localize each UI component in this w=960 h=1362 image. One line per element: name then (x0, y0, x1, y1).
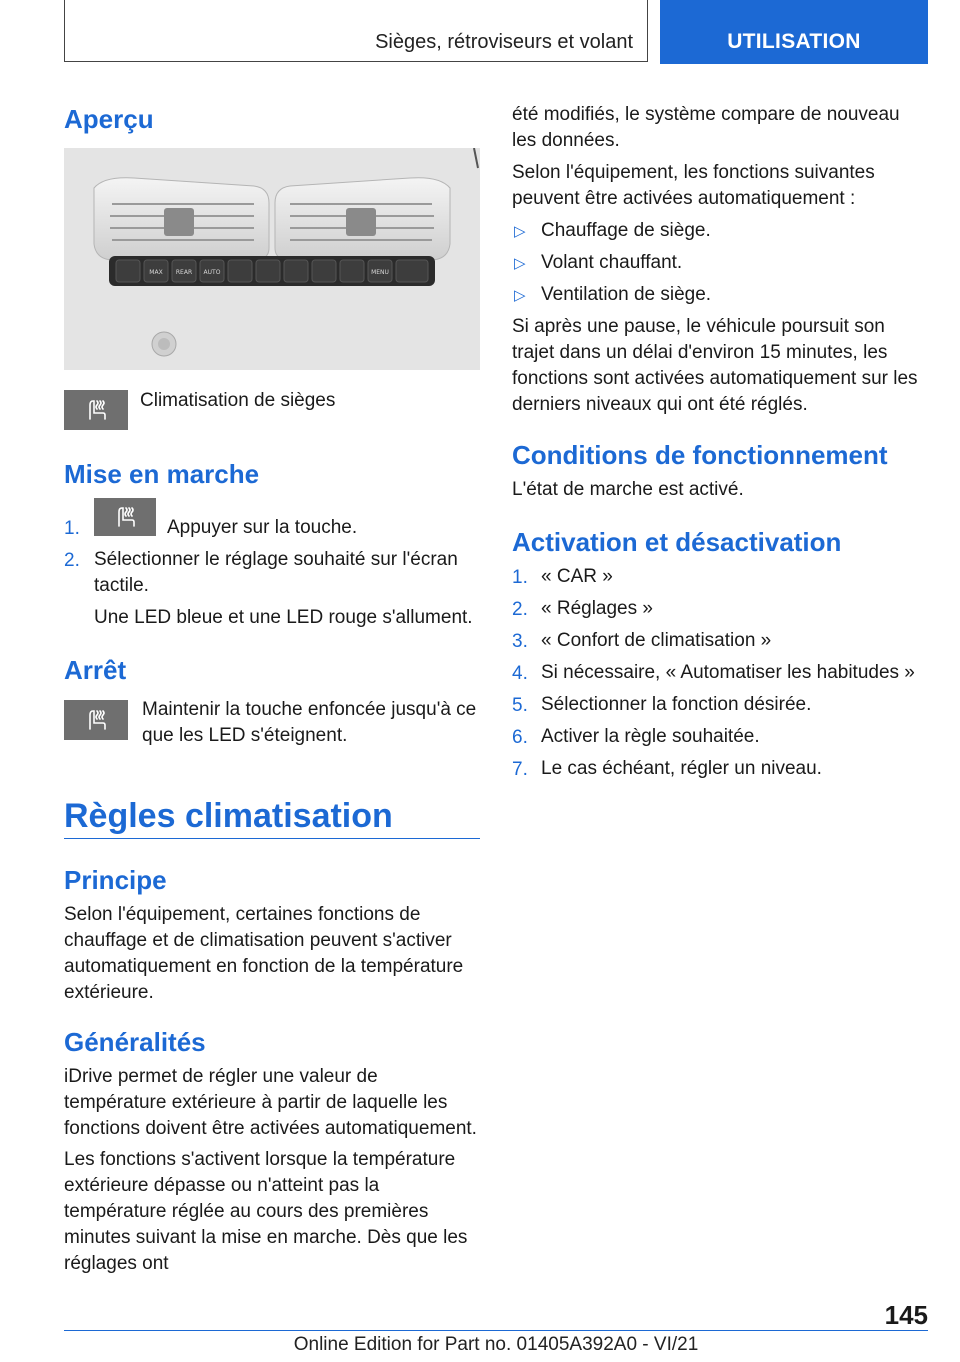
heading-principe: Principe (64, 865, 167, 895)
heading-apercu: Aperçu (64, 104, 154, 134)
seat-climate-button-icon (64, 390, 128, 430)
step-text: « CAR » (541, 566, 613, 587)
heading-activation: Activation et désactivation (512, 527, 842, 557)
step-text: Si nécessaire, « Automatiser les habitudes » (541, 662, 915, 683)
principe-text: Selon l'équipement, certaines fonctions de chauffage et de climatisation peuvent s'activer automatiquement en fonction de la température extérieure. (64, 904, 464, 1003)
dashboard-illustration (64, 148, 480, 370)
step-number: 2. (512, 599, 528, 620)
step-number: 1. (64, 518, 80, 539)
step-number: 3. (512, 631, 528, 652)
photo-button-auto: AUTO (203, 269, 221, 276)
heading-arret: Arrêt (64, 655, 127, 685)
page-number: 145 (884, 1300, 928, 1330)
step-number: 6. (512, 727, 528, 748)
step-text: Sélectionner la fonction désirée. (541, 694, 812, 715)
page-header (64, 0, 928, 64)
pause-paragraph: Si après une pause, le véhicule poursuit son trajet dans un délai d'environ 15 minutes, les fonctions sont activées automatiquement sur les derniers niveaux qui ont été réglés. (512, 316, 918, 415)
step-number: 7. (512, 759, 528, 780)
step-number: 4. (512, 663, 528, 684)
functions-intro: Selon l'équipement, les fonctions suivantes peuvent être activées automatiquement : (512, 162, 875, 209)
step-number: 5. (512, 695, 528, 716)
heading-regles-climatisation: Règles climatisation (64, 797, 393, 835)
step-text: Le cas échéant, régler un niveau. (541, 758, 822, 779)
step-number: 1. (512, 567, 528, 588)
footer-rule (64, 1330, 928, 1331)
step-text: Sélectionner le réglage souhaité sur l'écran tactile. (94, 549, 458, 596)
seat-climate-icon (81, 705, 111, 735)
step-text: Activer la règle souhaitée. (541, 726, 760, 747)
photo-button-menu: MENU (371, 269, 389, 276)
photo-button-max: MAX (149, 269, 163, 276)
seat-climate-icon (110, 502, 140, 532)
continued-paragraph: été modifiés, le système compare de nouveau les données. (512, 104, 900, 151)
seat-climate-button-icon (64, 700, 128, 740)
generalites-paragraph-2: Les fonctions s'activent lorsque la température extérieure dépasse ou n'atteint pas la température réglée au cours des premières minutes suivant la mise en marche. Dès que les réglages ont (64, 1149, 468, 1274)
bullet-triangle-icon: ▷ (514, 255, 526, 272)
heading-mise-en-marche: Mise en marche (64, 459, 260, 489)
heading-underline (64, 838, 480, 839)
step-text: « Réglages » (541, 598, 653, 619)
icon-caption: Climatisation de sièges (140, 390, 336, 411)
bullet-triangle-icon: ▷ (514, 223, 526, 240)
header-section-box (64, 0, 648, 62)
bullet-item: Ventilation de siège. (541, 284, 712, 305)
bullet-triangle-icon: ▷ (514, 287, 526, 304)
seat-climate-icon (81, 395, 111, 425)
step-note: Une LED bleue et une LED rouge s'allument. (94, 607, 473, 628)
seat-climate-button-icon (94, 498, 156, 536)
photo-button-rear: REAR (175, 269, 193, 276)
bullet-item: Chauffage de siège. (541, 220, 711, 241)
bullet-item: Volant chauffant. (541, 252, 683, 273)
header-chapter-tab (660, 0, 928, 64)
step-number: 2. (64, 550, 80, 571)
step-text: « Confort de climatisation » (541, 630, 772, 651)
header-chapter-label: UTILISATION (727, 30, 861, 53)
footer-edition: Online Edition for Part no. 01405A392A0 - VI/21 (293, 1334, 699, 1355)
step-text: Appuyer sur la touche. (167, 517, 358, 538)
generalites-paragraph-1: iDrive permet de régler une valeur de température extérieure à partir de laquelle les fonctions doivent être activées automatiquement. (64, 1066, 477, 1139)
header-section-title: Sièges, rétroviseurs et volant (375, 31, 633, 53)
dashboard-photo (64, 148, 480, 370)
conditions-text: L'état de marche est activé. (512, 479, 744, 500)
arret-text: Maintenir la touche enfoncée jusqu'à ce que les LED s'éteignent. (142, 699, 477, 746)
heading-generalites: Généralités (64, 1027, 206, 1057)
heading-conditions: Conditions de fonctionnement (512, 440, 888, 470)
